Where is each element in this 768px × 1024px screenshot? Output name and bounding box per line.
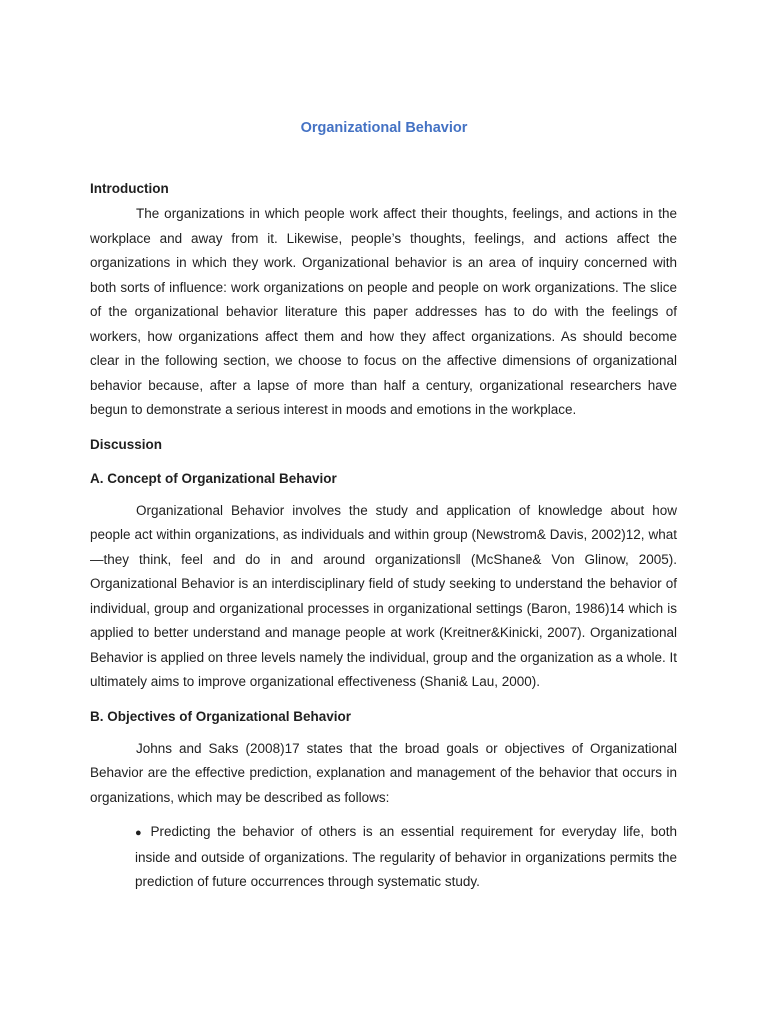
paragraph-introduction: The organizations in which people work affect their thoughts, feelings, and actions in the workplace and away from it. Likewise, people’s thoughts, feelings, and actions affect the organizations in which they work. Organizational behavior is an area of inquiry concerned with both sorts of influence: work organizations on people and people on work organizations. The slice of the organizational behavior literature this paper addresses has to do with the feelings of workers, how organizations affect them and how they affect organizations. As should become clear in the following section, we choose to focus on the affective dimensions of organizational behavior because, after a lapse of more than half a century, organizational researchers have begun to demonstrate a serious interest in moods and emotions in the workplace. xyxy=(90,206,677,417)
paragraph-objectives: Johns and Saks (2008)17 states that the broad goals or objectives of Organizational Behavior are the effective prediction, explanation and management of the behavior that occurs in organizations, which may be described as follows: xyxy=(90,740,677,805)
list-item xyxy=(135,820,677,895)
heading-introduction: Introduction xyxy=(90,181,169,196)
heading-discussion: Discussion xyxy=(90,436,163,452)
document-body xyxy=(90,179,677,895)
objectives-bullet-list xyxy=(90,820,677,895)
paragraph-concept: Organizational Behavior involves the study and application of knowledge about how people act within organizations, as individuals and within group (Newstrom& Davis, 2002)12, what ―they think, feel and do in and around organizations‖ (McShane& Von Glinow, 2005). Organizational Behavior is an interdisciplinary field of study seeking to understand the behavior of individual, group and organizational processes in organizational settings (Baron, 1986)14 which is applied to better understand and manage people at work (Kreitner&Kinicki, 2007). Organizational Behavior is applied on three levels namely the individual, group and the organization as a whole. It ultimately aims to improve organizational effectiveness (Shani& Lau, 2000). xyxy=(90,502,677,689)
bullet-icon: ● xyxy=(135,827,145,839)
heading-objectives: B. Objectives of Organizational Behavior xyxy=(90,708,352,724)
bullet-text: Predicting the behavior of others is an essential requirement for everyday life, both inside and outside of organizations. The regularity of behavior in organizations permits the prediction of future occurrences through systematic study. xyxy=(135,824,677,889)
document-title: Organizational Behavior xyxy=(300,120,468,136)
heading-concept: A. Concept of Organizational Behavior xyxy=(90,470,337,486)
